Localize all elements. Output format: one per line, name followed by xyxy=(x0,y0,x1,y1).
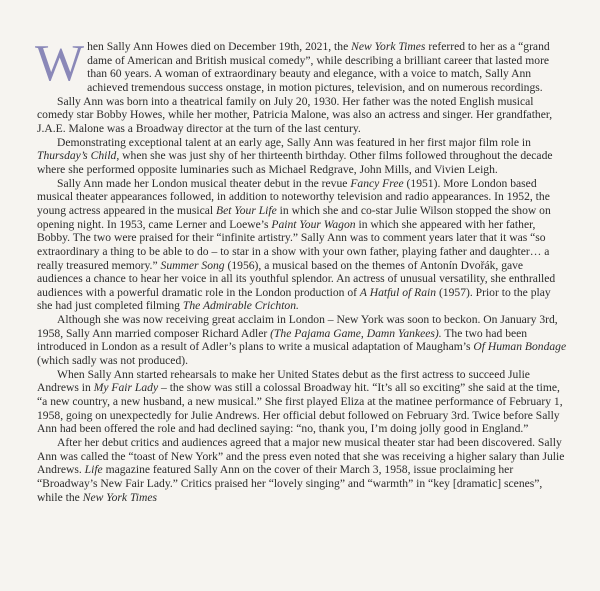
paragraph-1-text: hen Sally Ann Howes died on December 19th, 2021, the New York Times referred to her as a “grand dame of American and British musical comedy”, while describing a brilliant career that lasted more than 60 years. A woman of extraordinary beauty and elegance, with a voice to match, Sally Ann achieved tremendous success onstage, in motion pictures, television, and on numerous recordings. xyxy=(87,40,550,94)
paragraph-3: Demonstrating exceptional talent at an early age, Sally Ann was featured in her first major film role in Thursday’s Child, when she was just shy of her thirteenth birthday. Other films followed throughout the decade where she performed opposite luminaries such as Michael Redgrave, John Mills, and Vivien Leigh. xyxy=(37,135,553,176)
italic-title: Of Human Bondage xyxy=(473,340,567,354)
italic-title: New York Times xyxy=(351,40,426,53)
paragraph-1 xyxy=(35,35,567,95)
paragraph-5: Although she was now receiving great acclaim in London – New York was soon to beckon. On January 3rd, 1958, Sally Ann married composer Richard Adler (The Pajama Game, Damn Yankees). The two had been introduced in London as a result of Adler’s plans to write a musical adaptation of Maugham’s Of Human Bondage (which sadly was not produced). xyxy=(37,313,567,368)
italic-title: My Fair Lady xyxy=(93,381,159,395)
drop-cap: W xyxy=(35,35,85,92)
paragraph-7: After her debut critics and audiences agreed that a major new musical theater star had been discovered. Sally Ann was called the “toast of New York” and the press even noted that she was receiving a higher salary than Julie Andrews. Life magazine featured Sally Ann on the cover of their March 3, 1958, issue proclaiming her “Broadway’s New Fair Lady.” Critics praised her “lovely singing” and “warmth” in “key [dramatic] scenes”, while the New York Times xyxy=(37,436,565,504)
article-page xyxy=(35,35,567,580)
italic-title: (The Pajama Game, Damn Yankees). xyxy=(270,326,442,340)
italic-title: Bet Your Life xyxy=(216,203,277,217)
paragraph-2: Sally Ann was born into a theatrical family on July 20, 1930. Her father was the noted English musical comedy star Bobby Howes, while her mother, Patricia Malone, was also an actress and singer. Her grandfather, J.A.E. Malone was a Broadway director at the turn of the last century. xyxy=(37,94,553,135)
paragraph-6: When Sally Ann started rehearsals to make her United States debut as the first actress to succeed Julie Andrews in My Fair Lady – the show was still a colossal Broadway hit. “It’s all so exciting” she said at the time, “a new country, a new husband, a new musical.” She first played Eliza at the matinee performance of February 1, 1958, going on unexpectedly for Julie Andrews. Her official debut followed on February 3rd. Twice before Sally Ann had been offered the role and had declined saying: “no, thank you, I’m doing jolly good in England.” xyxy=(37,367,563,436)
italic-title: A Hatful of Rain xyxy=(359,285,437,299)
italic-title: Thursday’s Child, xyxy=(37,149,120,163)
italic-title: Fancy Free xyxy=(350,176,404,190)
italic-title: Paint Your Wagon xyxy=(271,217,356,231)
italic-title: Summer Song xyxy=(160,258,225,272)
paragraph-4: Sally Ann made her London musical theater debut in the revue Fancy Free (1951). More London based musical theater appearances followed, in addition to noteworthy television and radio appearances. In 1952, the young actress appeared in the musical Bet Your Life in which she and co-star Julie Wilson stopped the show on opening night. In 1953, came Lerner and Loewe’s Paint Your Wagon in which she appeared with her father, Bobby. The two were praised for their “infinite artistry.” Sally Ann was to comment years later that it was “so extraordinary a thing to be able to do – to star in a show with your own father, playing father and daughter… a really treasured memory.” Summer Song (1956), a musical based on the themes of Antonín Dvořák, gave audiences a chance to hear her voice in all its youthful splendor. An actress of unusual versatility, she enthralled audiences with a powerful dramatic role in the London production of A Hatful of Rain (1957). Prior to the play she had just completed filming The Admirable Crichton. xyxy=(37,176,556,313)
italic-title: New York Times xyxy=(82,490,158,504)
italic-title: Life xyxy=(84,463,103,477)
italic-title: The Admirable Crichton. xyxy=(182,299,299,313)
